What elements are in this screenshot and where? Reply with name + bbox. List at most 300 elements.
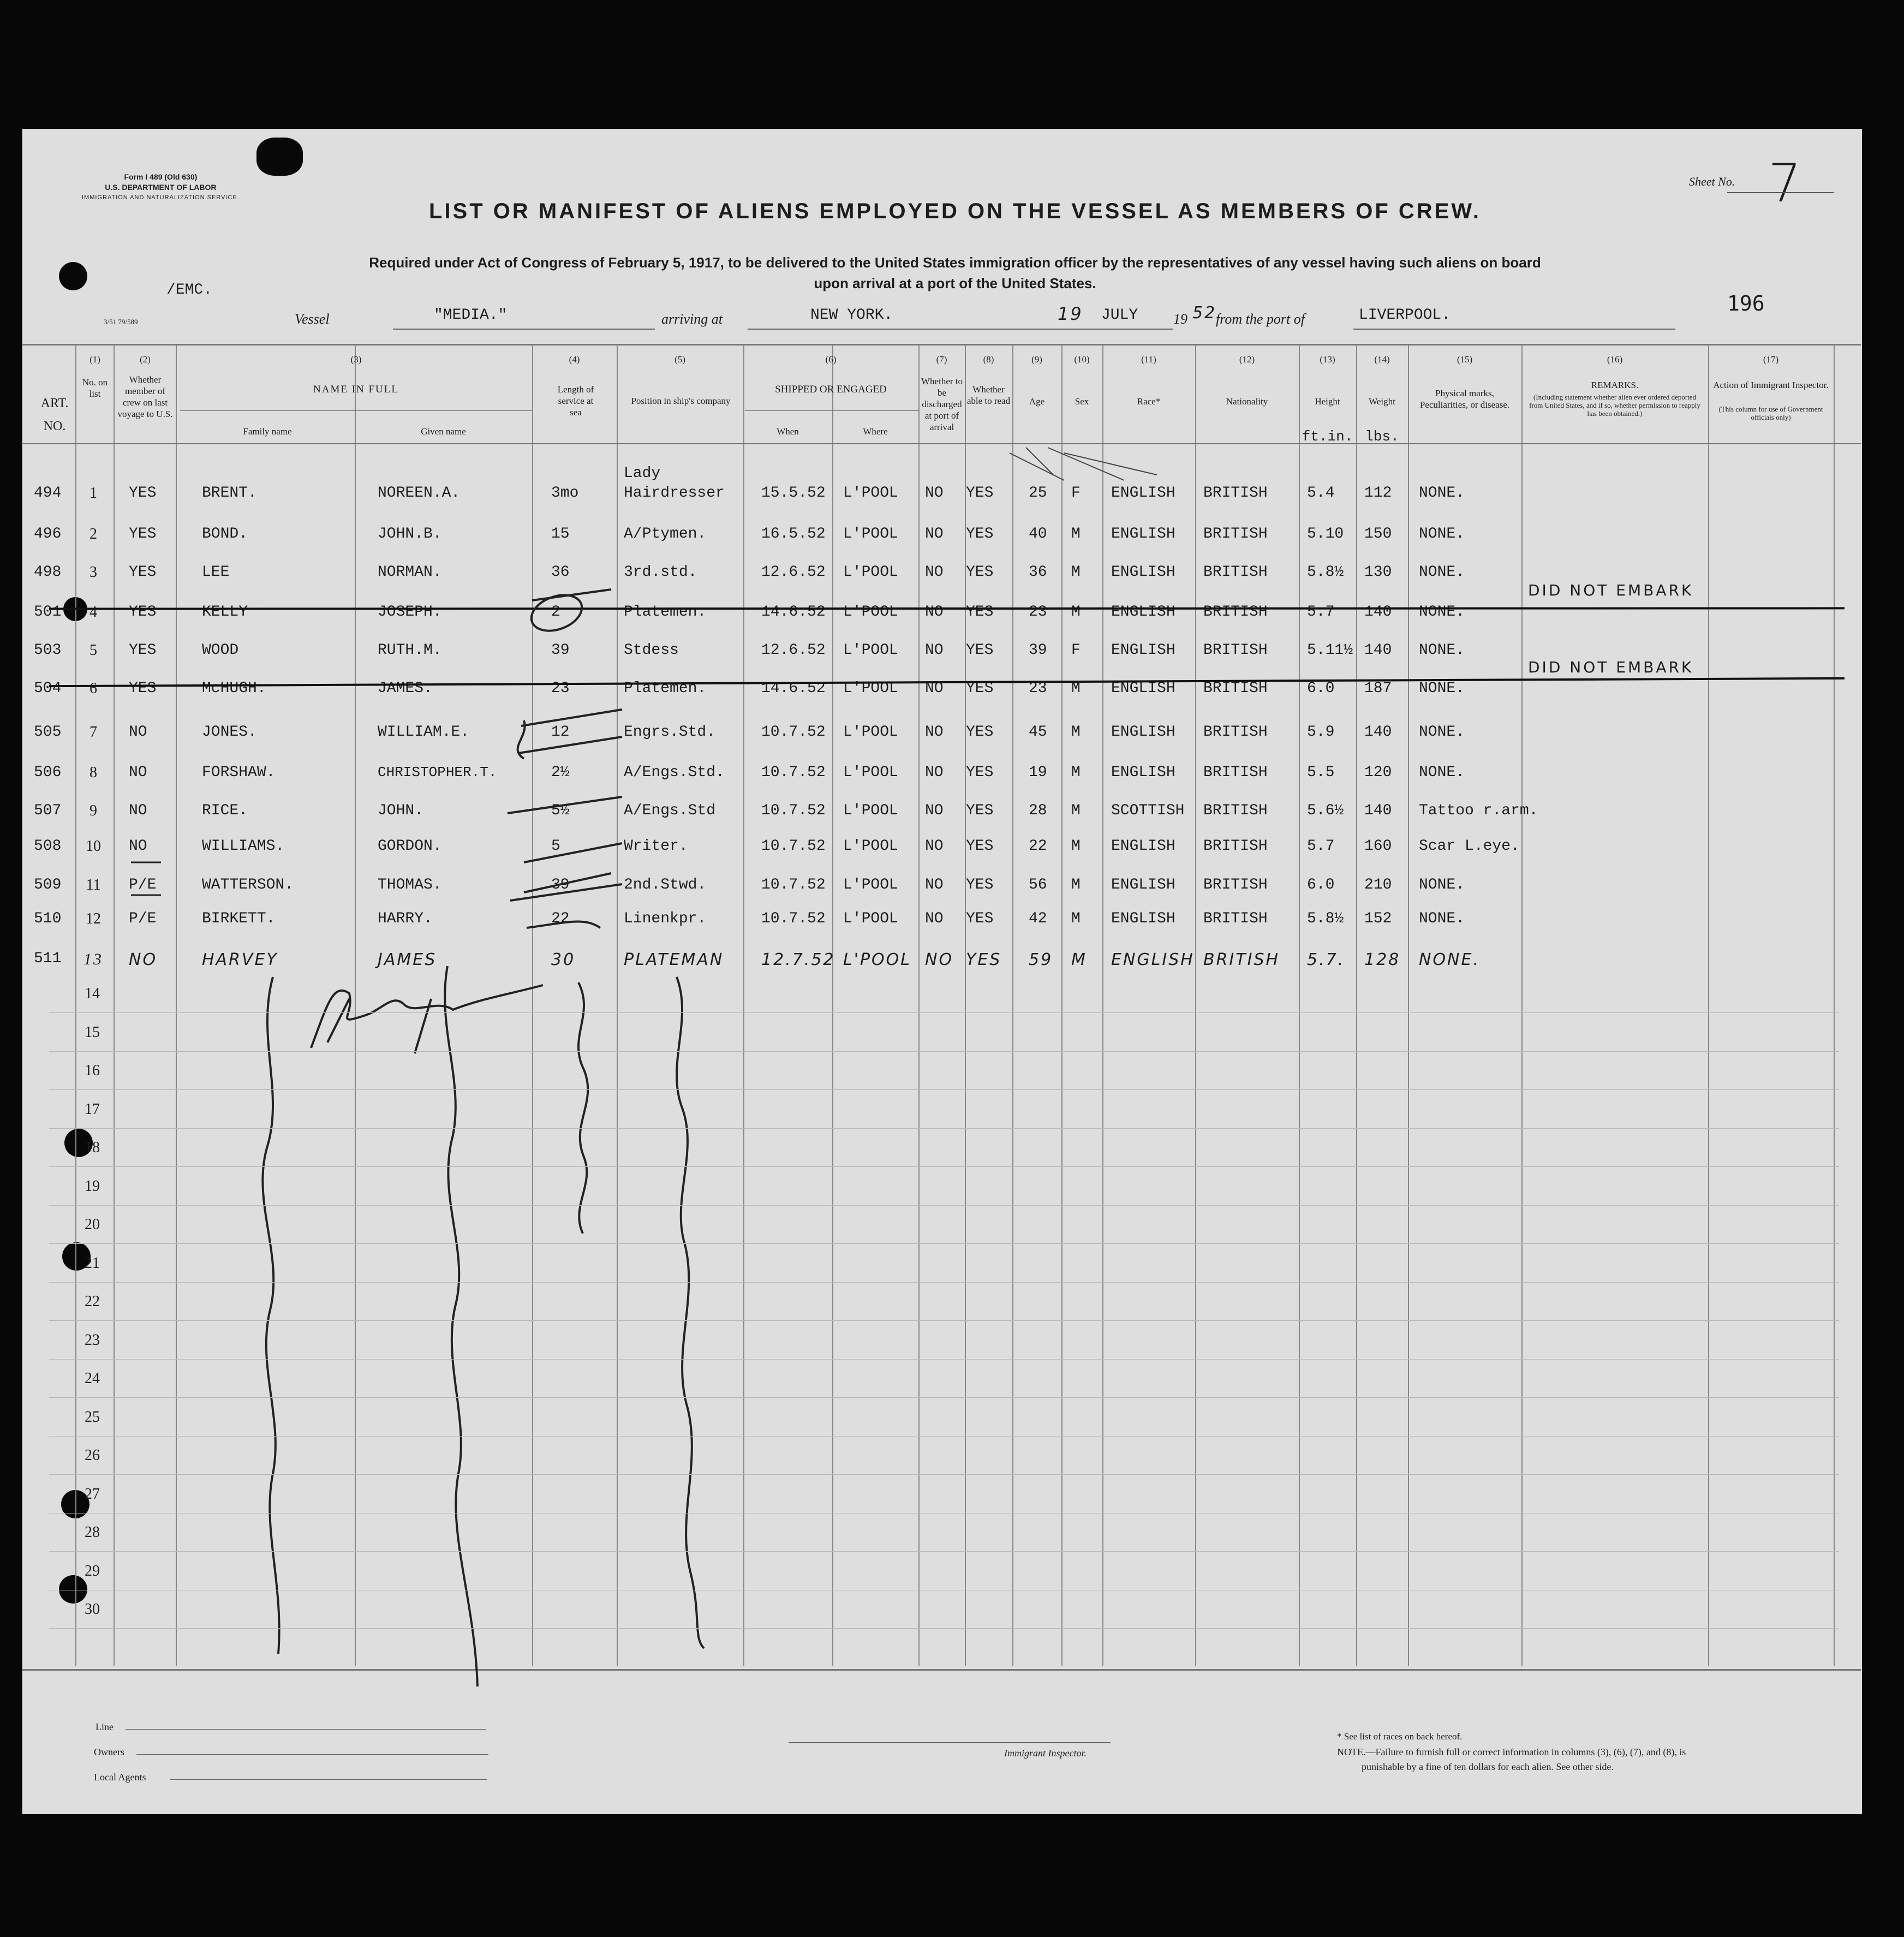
row-rule xyxy=(49,1166,1839,1167)
able-to-read-cell: YES xyxy=(966,724,994,741)
col12-num: (12) xyxy=(1239,354,1255,365)
service-length-cell: 39 xyxy=(551,642,570,659)
sex-cell: M xyxy=(1071,764,1081,781)
col15-num: (15) xyxy=(1457,354,1473,365)
shipped-where-cell: L'POOL xyxy=(843,877,898,893)
col6-num: (6) xyxy=(825,354,837,365)
col9-header: Age xyxy=(1029,396,1045,407)
list-number: 1 xyxy=(89,485,97,502)
given-name-cell: JOSEPH. xyxy=(378,604,442,621)
shipped-where-cell: L'POOL xyxy=(843,764,898,781)
year-suffix: 52 xyxy=(1192,303,1217,323)
given-name-cell: NORMAN. xyxy=(378,564,442,581)
year-prefix: 19 xyxy=(1173,311,1187,327)
list-number: 13 xyxy=(83,950,103,968)
shipped-where-cell: L'POOL xyxy=(843,950,911,969)
sex-cell: M xyxy=(1071,802,1081,819)
discharged-cell: NO xyxy=(925,642,944,659)
art-number: 506 xyxy=(34,764,62,781)
sheet-label: Sheet No. xyxy=(1689,175,1735,188)
sex-cell: M xyxy=(1071,724,1081,741)
discharged-cell: NO xyxy=(925,802,944,819)
service-length-cell: 22 xyxy=(551,910,570,927)
weight-cell: 150 xyxy=(1364,526,1392,543)
age-cell: 23 xyxy=(1029,604,1047,621)
shipped-where-cell: L'POOL xyxy=(843,485,898,502)
family-name-cell: HARVEY xyxy=(202,950,278,969)
col13-num: (13) xyxy=(1320,354,1335,365)
list-number: 6 xyxy=(89,680,97,697)
empty-row-number: 23 xyxy=(85,1331,100,1349)
able-to-read-cell: YES xyxy=(966,604,994,621)
shipped-when-cell: 12.6.52 xyxy=(761,564,826,581)
art-number: 501 xyxy=(34,604,62,621)
row-rule xyxy=(49,1051,1839,1052)
page-title: LIST OR MANIFEST OF ALIENS EMPLOYED ON THE VESSEL AS MEMBERS OF CREW. xyxy=(429,199,1481,223)
empty-row-number: 30 xyxy=(85,1601,100,1618)
shipped-when-cell: 10.7.52 xyxy=(761,838,826,855)
list-number: 12 xyxy=(86,910,101,927)
shipped-when-cell: 12.6.52 xyxy=(761,642,826,659)
service-length-cell: 30 xyxy=(551,950,576,969)
last-voyage-cell: NO xyxy=(129,838,147,855)
weight-cell: 130 xyxy=(1364,564,1392,581)
shipped-where-cell: L'POOL xyxy=(843,724,898,741)
height-cell: 5.7. xyxy=(1307,950,1345,969)
service-length-cell: 15 xyxy=(551,526,570,543)
given-name-cell: NOREEN.A. xyxy=(378,485,461,502)
service-length-cell: 5½ xyxy=(551,802,570,819)
last-voyage-cell: NO xyxy=(129,764,147,781)
race-cell: ENGLISH xyxy=(1111,910,1175,927)
list-number: 8 xyxy=(89,764,97,781)
sex-cell: M xyxy=(1071,564,1081,581)
col2-header: Whether member of crew on last voyage to U.S. xyxy=(117,374,173,419)
service-length-cell: 5 xyxy=(551,838,560,855)
empty-row-number: 18 xyxy=(85,1139,100,1156)
col14-num: (14) xyxy=(1374,354,1390,365)
discharged-cell: NO xyxy=(925,764,944,781)
last-voyage-cell: YES xyxy=(129,680,157,697)
last-voyage-cell: YES xyxy=(129,642,157,659)
weight-cell: 187 xyxy=(1364,680,1392,697)
fine-note-2: punishable by a fine of ten dollars for each alien. See other side. xyxy=(1362,1761,1614,1772)
art-number: 496 xyxy=(34,526,62,543)
last-voyage-cell: NO xyxy=(129,724,147,741)
empty-row-number: 19 xyxy=(85,1177,100,1195)
position-cell: Platemen. xyxy=(624,680,707,697)
service-length-cell: 2½ xyxy=(551,764,570,781)
art-number: 511 xyxy=(34,950,62,967)
last-voyage-cell: YES xyxy=(129,485,157,502)
empty-row-number: 28 xyxy=(85,1524,100,1541)
line-underline xyxy=(126,1729,486,1730)
age-cell: 42 xyxy=(1029,910,1047,927)
able-to-read-cell: YES xyxy=(966,910,994,927)
col11-header: Race* xyxy=(1137,396,1161,407)
shipped-when-cell: 16.5.52 xyxy=(761,526,826,543)
race-cell: ENGLISH xyxy=(1111,764,1175,781)
height-cell: 5.11½ xyxy=(1307,642,1353,659)
service-name: IMMIGRATION AND NATURALIZATION SERVICE. xyxy=(82,194,240,201)
empty-row-number: 24 xyxy=(85,1370,100,1387)
col12-header: Nationality xyxy=(1226,396,1268,407)
physical-marks-cell: NONE. xyxy=(1419,724,1465,741)
art-number: 510 xyxy=(34,910,62,927)
col16-subheader: (Including statement whether alien ever ordered deported from United States, and if so, whether permission to reapply has been obtained.) xyxy=(1529,393,1700,418)
col4-header: Length of service at sea xyxy=(557,384,594,418)
vessel-name: "MEDIA." xyxy=(434,307,508,324)
nationality-cell: BRITISH xyxy=(1203,485,1268,502)
col2-num: (2) xyxy=(140,354,151,365)
art-number: 508 xyxy=(34,838,62,855)
last-voyage-cell: NO xyxy=(129,802,147,819)
family-name-cell: BRENT. xyxy=(202,485,257,502)
height-unit: ft.in. xyxy=(1302,428,1353,445)
nationality-cell: BRITISH xyxy=(1203,526,1268,543)
family-name-cell: RICE. xyxy=(202,802,248,819)
able-to-read-cell: YES xyxy=(966,838,994,855)
empty-row-number: 15 xyxy=(85,1023,100,1041)
position-cell: Stdess xyxy=(624,642,679,659)
shipped-where-cell: L'POOL xyxy=(843,564,898,581)
empty-row-number: 14 xyxy=(85,985,100,1002)
age-cell: 39 xyxy=(1029,642,1047,659)
age-cell: 59 xyxy=(1029,950,1053,969)
family-name-cell: LEE xyxy=(202,564,230,581)
race-cell: ENGLISH xyxy=(1111,642,1175,659)
arriving-port: NEW YORK. xyxy=(810,307,893,324)
age-cell: 56 xyxy=(1029,877,1047,893)
row-rule xyxy=(49,1282,1839,1283)
physical-marks-cell: NONE. xyxy=(1419,910,1465,927)
row-rule xyxy=(49,1436,1839,1437)
shipped-when-cell: 15.5.52 xyxy=(761,485,826,502)
race-cell: ENGLISH xyxy=(1111,950,1195,969)
height-cell: 5.9 xyxy=(1307,724,1335,741)
sex-cell: M xyxy=(1071,604,1081,621)
owners-label: Owners xyxy=(94,1747,124,1757)
col15-header: Physical marks, Peculiarities, or disease. xyxy=(1419,388,1510,410)
col17-subheader: (This column for use of Government officials only) xyxy=(1718,405,1823,421)
weight-cell: 160 xyxy=(1364,838,1392,855)
nationality-cell: BRITISH xyxy=(1203,910,1268,927)
given-name-cell: WILLIAM.E. xyxy=(378,724,470,741)
physical-marks-cell: NONE. xyxy=(1419,950,1480,969)
col16-header: REMARKS. xyxy=(1591,380,1639,390)
nationality-cell: BRITISH xyxy=(1203,764,1268,781)
form-number: Form I 489 (Old 630) xyxy=(124,172,198,181)
weight-cell: 140 xyxy=(1364,724,1392,741)
owners-underline xyxy=(136,1754,488,1755)
col10-num: (10) xyxy=(1074,354,1090,365)
shipped-where-cell: L'POOL xyxy=(843,910,898,927)
service-length-cell: 12 xyxy=(551,724,570,741)
row-rule xyxy=(49,1089,1839,1090)
col16-num: (16) xyxy=(1607,354,1623,365)
sex-cell: M xyxy=(1071,877,1081,893)
art-number: 504 xyxy=(34,680,62,697)
row-rule xyxy=(49,1628,1839,1629)
race-cell: ENGLISH xyxy=(1111,724,1175,741)
when-header: When xyxy=(777,426,799,437)
given-name-cell: JOHN.B. xyxy=(378,526,442,543)
list-number: 11 xyxy=(86,877,101,893)
able-to-read-cell: YES xyxy=(966,877,994,893)
stamp-number: 196 xyxy=(1727,291,1765,315)
able-to-read-cell: YES xyxy=(966,564,994,581)
col17-num: (17) xyxy=(1763,354,1779,365)
position-cell: Writer. xyxy=(624,838,688,855)
col5-num: (5) xyxy=(675,354,685,365)
given-name-cell: RUTH.M. xyxy=(378,642,442,659)
races-note: * See list of races on back hereof. xyxy=(1337,1731,1463,1742)
discharged-cell: NO xyxy=(925,680,944,697)
vessel-label: Vessel xyxy=(295,311,330,327)
height-cell: 5.7 xyxy=(1307,604,1335,621)
service-length-cell: 3mo xyxy=(551,485,579,502)
family-name-header: Family name xyxy=(243,426,292,437)
shipped-when-cell: 14.6.52 xyxy=(761,604,826,621)
physical-marks-cell: Scar L.eye. xyxy=(1419,838,1520,855)
row-rule xyxy=(49,1012,1839,1013)
able-to-read-cell: YES xyxy=(966,526,994,543)
col13-header: Height xyxy=(1315,396,1340,407)
shipped-when-cell: 10.7.52 xyxy=(761,724,826,741)
shipped-when-cell: 12.7.52 xyxy=(761,950,835,969)
shipped-when-cell: 10.7.52 xyxy=(761,910,826,927)
discharged-cell: NO xyxy=(925,877,944,893)
position-cell: 3rd.std. xyxy=(624,564,697,581)
position-cell: Platemen. xyxy=(624,604,707,621)
race-cell: ENGLISH xyxy=(1111,680,1175,697)
empty-row-number: 16 xyxy=(85,1062,100,1079)
service-length-cell: 2 xyxy=(551,604,560,621)
row-rule xyxy=(49,1128,1839,1129)
weight-unit: lbs. xyxy=(1365,428,1399,445)
nationality-cell: BRITISH xyxy=(1203,604,1268,621)
race-cell: ENGLISH xyxy=(1111,838,1175,855)
row-rule xyxy=(49,1551,1839,1552)
empty-row-number: 26 xyxy=(85,1447,100,1464)
height-cell: 5.7 xyxy=(1307,838,1335,855)
col1-header: No. on list xyxy=(82,377,108,399)
discharged-cell: NO xyxy=(925,724,944,741)
art-number: 494 xyxy=(34,485,62,502)
age-cell: 19 xyxy=(1029,764,1047,781)
subtitle-line-1: Required under Act of Congress of February 5, 1917, to be delivered to the United States immigration officer by the representatives of any vessel having such aliens on board xyxy=(369,254,1541,271)
list-number: 10 xyxy=(86,838,101,855)
nationality-cell: BRITISH xyxy=(1203,680,1268,697)
weight-cell: 140 xyxy=(1364,802,1392,819)
art-number: 498 xyxy=(34,564,62,581)
given-name-header: Given name xyxy=(421,426,466,437)
age-cell: 25 xyxy=(1029,485,1047,502)
empty-row-number: 17 xyxy=(85,1100,100,1118)
family-name-cell: WATTERSON. xyxy=(202,877,294,893)
empty-row-number: 21 xyxy=(85,1254,100,1272)
art-number: 509 xyxy=(34,877,62,893)
shipped-when-cell: 14.6.52 xyxy=(761,680,826,697)
race-cell: ENGLISH xyxy=(1111,604,1175,621)
discharged-cell: NO xyxy=(925,950,954,969)
col6-header: SHIPPED OR ENGAGED xyxy=(775,384,887,395)
row-rule xyxy=(49,1205,1839,1206)
fine-note-1: NOTE.—Failure to furnish full or correct information in columns (3), (6), (7), and (8), is xyxy=(1337,1747,1686,1757)
family-name-cell: BIRKETT. xyxy=(202,910,276,927)
col9-num: (9) xyxy=(1031,354,1042,365)
col10-header: Sex xyxy=(1075,396,1089,407)
last-voyage-cell: P/E xyxy=(129,877,157,893)
sex-cell: F xyxy=(1071,485,1081,502)
able-to-read-cell: YES xyxy=(966,764,994,781)
arriving-label: arriving at xyxy=(661,311,723,327)
col7-num: (7) xyxy=(936,354,947,365)
col17-header: Action of Immigrant Inspector. xyxy=(1713,380,1829,390)
given-name-cell: JAMES xyxy=(378,950,437,969)
empty-row-number: 29 xyxy=(85,1562,100,1580)
shipped-when-cell: 10.7.52 xyxy=(761,877,826,893)
subtitle-line-2: upon arrival at a port of the United States. xyxy=(814,275,1096,291)
given-name-cell: JAMES. xyxy=(378,680,433,697)
shipped-where-cell: L'POOL xyxy=(843,526,898,543)
height-cell: 5.10 xyxy=(1307,526,1344,543)
arrival-month: JULY xyxy=(1101,307,1138,324)
emc-code: /EMC. xyxy=(166,282,213,299)
height-cell: 6.0 xyxy=(1307,680,1335,697)
race-cell: ENGLISH xyxy=(1111,526,1175,543)
weight-cell: 140 xyxy=(1364,642,1392,659)
last-voyage-cell: YES xyxy=(129,564,157,581)
arrival-day: 19 xyxy=(1058,303,1083,324)
age-cell: 28 xyxy=(1029,802,1047,819)
family-name-cell: WILLIAMS. xyxy=(202,838,285,855)
art-number: 507 xyxy=(34,802,62,819)
agents-underline xyxy=(170,1779,487,1780)
position-cell: PLATEMAN xyxy=(624,950,724,969)
weight-cell: 210 xyxy=(1364,877,1392,893)
family-name-cell: KELLY xyxy=(202,604,248,621)
age-cell: 45 xyxy=(1029,724,1047,741)
height-cell: 5.8½ xyxy=(1307,564,1344,581)
given-name-cell: THOMAS. xyxy=(378,877,442,893)
able-to-read-cell: YES xyxy=(966,642,994,659)
position-cell: A/Engs.Std xyxy=(624,802,716,819)
given-name-cell: JOHN. xyxy=(378,802,424,819)
discharged-cell: NO xyxy=(925,526,944,543)
nationality-cell: BRITISH xyxy=(1203,564,1268,581)
physical-marks-cell: NONE. xyxy=(1419,604,1465,621)
department: U.S. DEPARTMENT OF LABOR xyxy=(105,183,217,192)
family-name-cell: McHUGH. xyxy=(202,680,266,697)
position-cell: Lady Hairdresser xyxy=(624,465,725,502)
family-name-cell: BOND. xyxy=(202,526,248,543)
physical-marks-cell: NONE. xyxy=(1419,485,1465,502)
height-cell: 5.4 xyxy=(1307,485,1335,502)
sex-cell: F xyxy=(1071,642,1081,659)
service-length-cell: 36 xyxy=(551,564,570,581)
empty-row-number: 22 xyxy=(85,1293,100,1310)
family-name-cell: WOOD xyxy=(202,642,239,659)
physical-marks-cell: NONE. xyxy=(1419,564,1465,581)
physical-marks-cell: NONE. xyxy=(1419,526,1465,543)
race-cell: ENGLISH xyxy=(1111,877,1175,893)
row-rule xyxy=(49,1397,1839,1398)
race-cell: ENGLISH xyxy=(1111,485,1175,502)
row-rule xyxy=(49,1320,1839,1321)
weight-cell: 140 xyxy=(1364,604,1392,621)
last-voyage-cell: P/E xyxy=(129,910,157,927)
col14-header: Weight xyxy=(1369,396,1395,407)
age-cell: 36 xyxy=(1029,564,1047,581)
age-cell: 40 xyxy=(1029,526,1047,543)
family-name-cell: FORSHAW. xyxy=(202,764,276,781)
shipped-where-cell: L'POOL xyxy=(843,838,898,855)
height-cell: 5.6½ xyxy=(1307,802,1344,819)
physical-marks-cell: NONE. xyxy=(1419,642,1465,659)
nationality-cell: BRITISH xyxy=(1203,802,1268,819)
from-label: from the port of xyxy=(1216,311,1305,327)
weight-cell: 120 xyxy=(1364,764,1392,781)
empty-row-number: 27 xyxy=(85,1485,100,1503)
physical-marks-cell: NONE. xyxy=(1419,877,1465,893)
able-to-read-cell: YES xyxy=(966,802,994,819)
last-voyage-cell: YES xyxy=(129,604,157,621)
shipped-where-cell: L'POOL xyxy=(843,604,898,621)
nationality-cell: BRITISH xyxy=(1203,950,1280,969)
age-cell: 23 xyxy=(1029,680,1047,697)
inspector-label: Immigrant Inspector. xyxy=(1004,1748,1087,1759)
able-to-read-cell: YES xyxy=(966,680,994,697)
art-number: 503 xyxy=(34,642,62,659)
row-rule xyxy=(49,1243,1839,1244)
weight-cell: 152 xyxy=(1364,910,1392,927)
remark-did-not-embark: DID NOT EMBARK xyxy=(1528,658,1694,676)
age-cell: 22 xyxy=(1029,838,1047,855)
given-name-cell: HARRY. xyxy=(378,910,433,927)
weight-cell: 128 xyxy=(1364,950,1401,969)
nationality-cell: BRITISH xyxy=(1203,838,1268,855)
height-cell: 6.0 xyxy=(1307,877,1335,893)
shipped-where-cell: L'POOL xyxy=(843,680,898,697)
art-no-header: ART. NO. xyxy=(40,396,69,433)
last-voyage-cell: YES xyxy=(129,526,157,543)
list-number: 9 xyxy=(89,802,97,819)
race-cell: SCOTTISH xyxy=(1111,802,1185,819)
physical-marks-cell: NONE. xyxy=(1419,764,1465,781)
line-label: Line xyxy=(96,1721,114,1732)
nationality-cell: BRITISH xyxy=(1203,642,1268,659)
able-to-read-cell: YES xyxy=(966,485,994,502)
given-name-cell: GORDON. xyxy=(378,838,442,855)
service-length-cell: 39 xyxy=(551,877,570,893)
family-name-cell: JONES. xyxy=(202,724,257,741)
given-name-cell: CHRISTOPHER.T. xyxy=(378,764,497,780)
art-number: 505 xyxy=(34,724,62,741)
sex-cell: M xyxy=(1071,526,1081,543)
list-number: 2 xyxy=(89,526,97,543)
list-number: 5 xyxy=(89,642,97,659)
sex-cell: M xyxy=(1071,950,1087,969)
height-cell: 5.5 xyxy=(1307,764,1335,781)
sex-cell: M xyxy=(1071,838,1081,855)
col8-num: (8) xyxy=(983,354,994,365)
col1-num: (1) xyxy=(89,354,100,365)
row-rule xyxy=(49,1474,1839,1475)
sheet-number: 7 xyxy=(1768,153,1802,214)
position-cell: Engrs.Std. xyxy=(624,724,716,741)
list-number: 4 xyxy=(89,604,97,621)
